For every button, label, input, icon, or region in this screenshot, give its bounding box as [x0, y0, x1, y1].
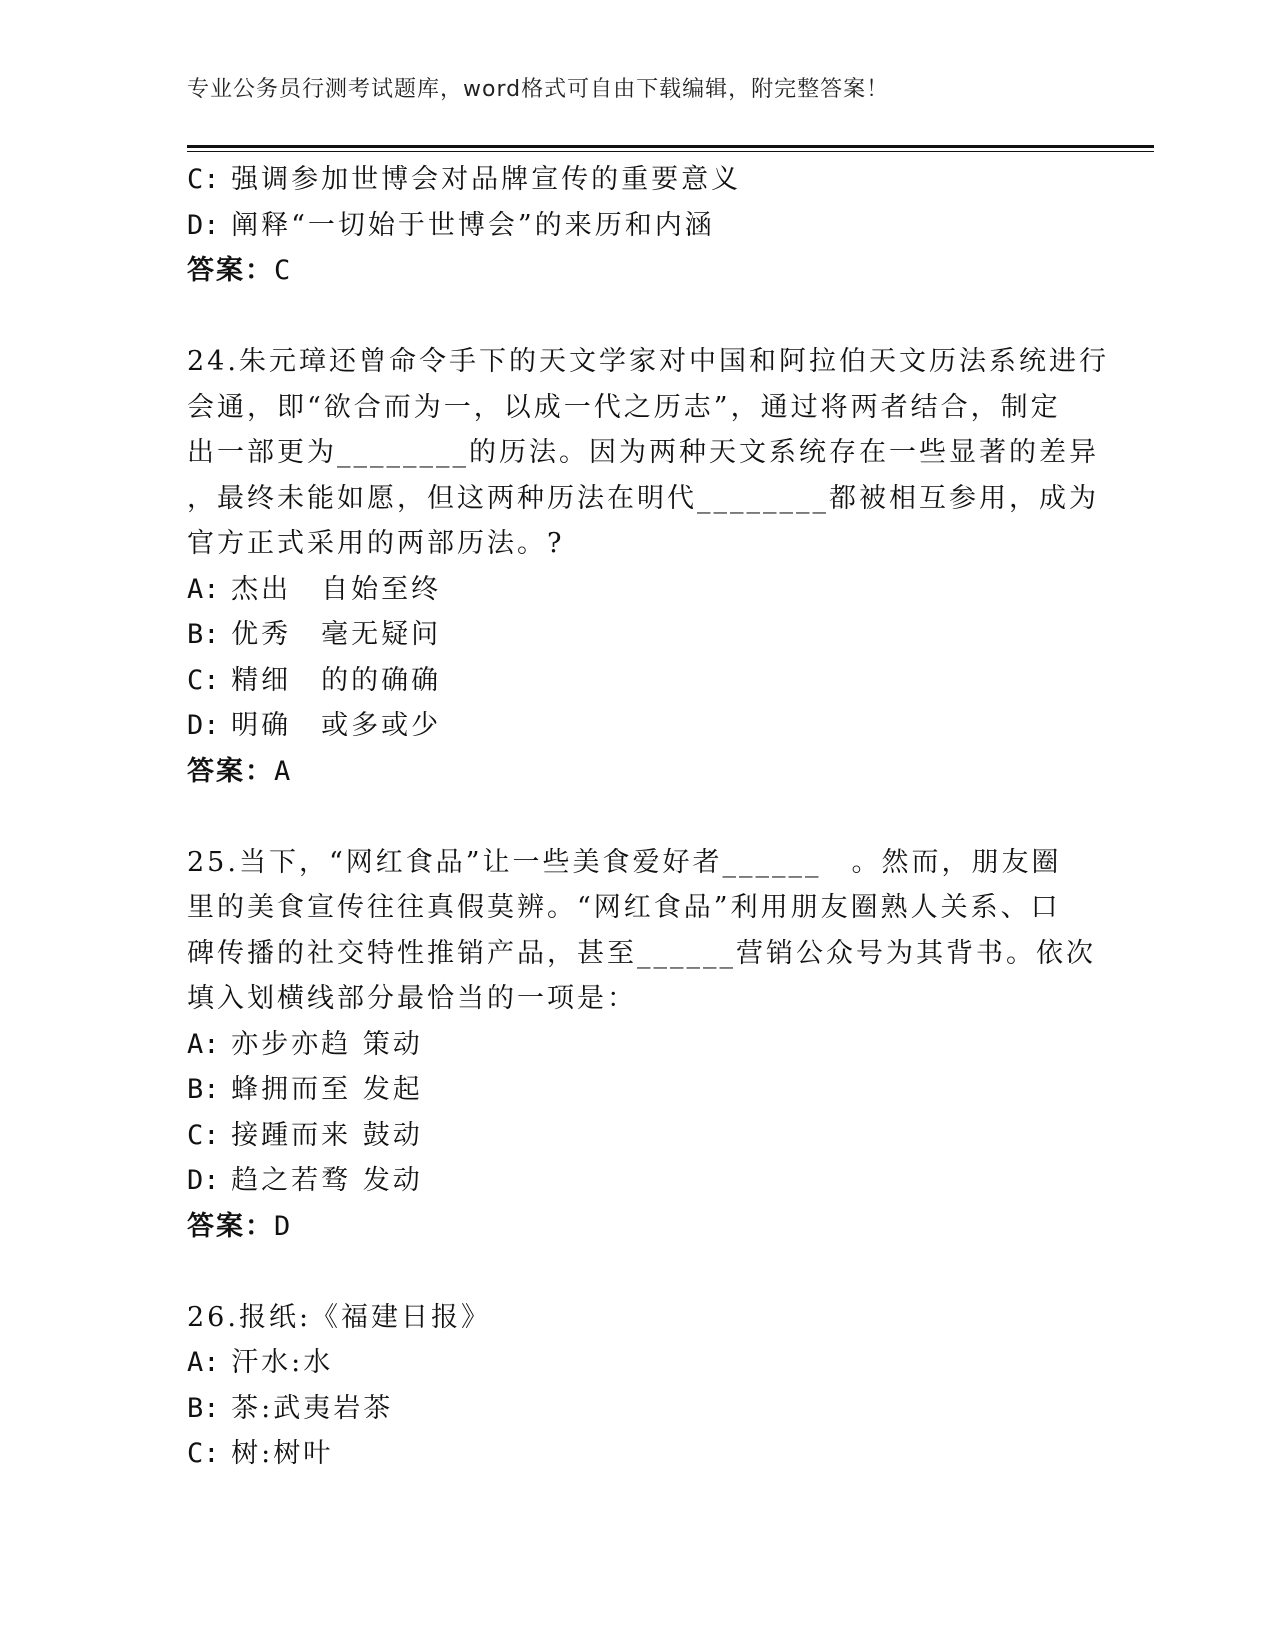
answer-value: A: [274, 755, 293, 787]
option-label: D:: [187, 1165, 220, 1196]
option-label: C:: [187, 664, 220, 696]
question-stem-line: 25.当下，“网红食品”让一些美食爱好者______ 。然而，朋友圈: [187, 846, 1062, 878]
option-row: [187, 1431, 1087, 1477]
question-stem-line: 26.报纸:《福建日报》: [187, 1301, 492, 1333]
option-row: [187, 567, 1087, 613]
option-text: 接踵而来 鼓动: [231, 1119, 423, 1151]
option-row: [187, 1340, 1087, 1386]
option-text: 优秀 毫无疑问: [231, 619, 442, 650]
option-label: D:: [187, 710, 220, 741]
question-stem-line: 出一部更为________的历法。因为两种天文系统存在一些显著的差异: [187, 437, 1099, 468]
question-stem-line: 里的美食宣传往往真假莫辨。“网红食品”利用朋友圈熟人关系、口: [187, 892, 1061, 923]
question-stem-line: ，最终未能如愿，但这两种历法在明代________都被相互参用，成为: [187, 482, 1099, 514]
option-row: [187, 157, 1087, 203]
option-row: [187, 203, 1087, 249]
option-label: B:: [187, 1392, 220, 1424]
answer-label: 答案：: [187, 1210, 274, 1242]
option-text: 树:树叶: [231, 1438, 334, 1469]
option-label: A:: [187, 1347, 220, 1378]
option-row: [187, 1113, 1087, 1159]
header-rule-thick: [187, 145, 1154, 148]
header-rule-thin: [187, 151, 1154, 152]
option-text: 杰出 自始至终: [231, 573, 442, 605]
option-row: [187, 1022, 1087, 1068]
option-label: A:: [187, 1028, 220, 1060]
option-label: B:: [187, 1074, 220, 1105]
option-text: 蜂拥而至 发起: [231, 1074, 423, 1105]
option-row: [187, 612, 1087, 658]
option-label: C:: [187, 1438, 220, 1469]
option-label: B:: [187, 619, 220, 650]
option-text: 茶:武夷岩茶: [231, 1392, 394, 1424]
answer-row: [187, 1204, 1087, 1250]
option-label: C:: [187, 164, 220, 195]
answer-label: 答案：: [187, 755, 274, 787]
option-text: 强调参加世博会对品牌宣传的重要意义: [231, 164, 742, 195]
option-row: [187, 658, 1087, 704]
question-stem-line: 官方正式采用的两部历法。?: [187, 528, 565, 559]
question-content: [187, 157, 1109, 1477]
question-stem-line: 24.朱元璋还曾命令手下的天文学家对中国和阿拉伯天文历法系统进行: [187, 346, 1109, 377]
option-text: 汗水:水: [231, 1347, 334, 1378]
question-stem-line: 碑传播的社交特性推销产品，甚至______营销公众号为其背书。依次: [187, 937, 1096, 969]
option-row: [187, 703, 1087, 749]
answer-row: [187, 749, 1087, 795]
question-stem-line: 填入划横线部分最恰当的一项是：: [187, 983, 637, 1014]
option-text: 明确 或多或少: [231, 710, 442, 741]
option-row: [187, 1067, 1087, 1113]
option-row: [187, 1386, 1087, 1432]
option-text: 精细 的的确确: [231, 664, 442, 696]
option-row: [187, 1158, 1087, 1204]
answer-value: D: [274, 1210, 293, 1242]
option-label: C:: [187, 1119, 220, 1151]
option-text: 亦步亦趋 策动: [231, 1028, 423, 1060]
option-text: 阐释“一切始于世博会”的来历和内涵: [231, 209, 715, 241]
option-label: A:: [187, 573, 220, 605]
question-stem-line: 会通，即“欲合而为一，以成一代之历志”，通过将两者结合，制定: [187, 391, 1061, 423]
option-label: D:: [187, 209, 220, 241]
option-text: 趋之若骛 发动: [231, 1165, 423, 1196]
page-header: 专业公务员行测考试题库，word格式可自由下载编辑，附完整答案！: [187, 77, 890, 102]
answer-value: C: [274, 255, 293, 286]
answer-row: [187, 248, 1087, 294]
answer-label: 答案：: [187, 255, 274, 286]
